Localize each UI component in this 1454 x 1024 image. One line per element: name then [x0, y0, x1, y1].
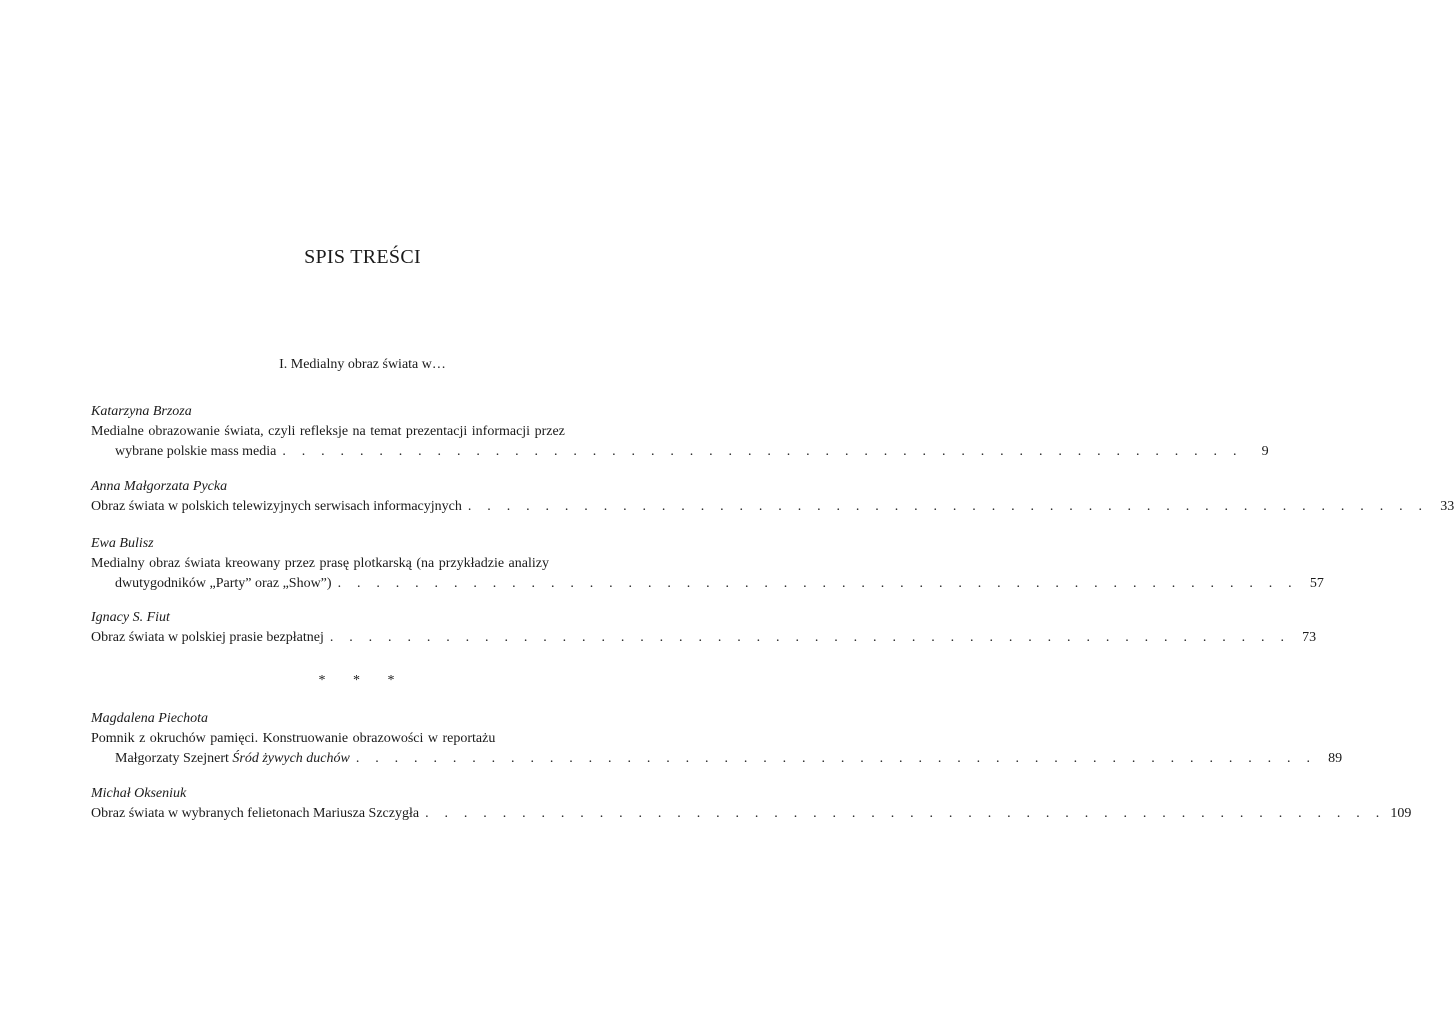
entry-author: Magdalena Piechota [91, 711, 209, 726]
page-title: SPIS TREŚCI [304, 246, 421, 268]
entry-title-line: Medialne obrazowanie świata, czyli refleksje na temat prezentacji informacji przez [91, 424, 565, 439]
toc-entry [91, 402, 1269, 462]
entry-title-prefix: Małgorzaty Szejnert [115, 751, 233, 766]
entry-title-italic: Śród żywych duchów [232, 751, 350, 766]
toc-entry [91, 477, 1454, 517]
entry-title-text: dwutygodników „Party” oraz „Show”) [115, 576, 332, 591]
leader-dots: . . . . . . . . . . . . . . . . . . . . . . . . . . . . . . . . . . . . . . . . . . . . . . . . . . [337, 576, 1298, 591]
entry-title-text: Obraz świata w wybranych felietonach Mariusza Szczygła [91, 806, 420, 821]
toc-entry [91, 608, 1317, 648]
entry-title-line [91, 804, 1412, 824]
entry-title-text: Obraz świata w polskiej prasie bezpłatnej [91, 630, 324, 645]
leader-dots: . . . . . . . . . . . . . . . . . . . . . . . . . . . . . . . . . . . . . . . . . . . . . . . . . . [329, 630, 1291, 645]
entry-author: Katarzyna Brzoza [91, 404, 192, 419]
entry-page-number: 33 [1440, 499, 1454, 514]
entry-title-line: Pomnik z okruchów pamięci. Konstruowanie obrazowości w reportażu [91, 731, 496, 746]
section-heading: I. Medialny obraz świata w… [279, 357, 446, 372]
entry-page-number: 89 [1328, 751, 1343, 766]
toc-entry [91, 709, 1343, 769]
entry-title-text: Obraz świata w polskich telewizyjnych serwisach informacyjnych [91, 499, 462, 514]
section-separator: * * * [318, 673, 407, 688]
entry-page-number: 109 [1390, 806, 1412, 821]
entry-page-number: 73 [1302, 630, 1317, 645]
entry-title-line [91, 497, 1454, 517]
leader-dots: . . . . . . . . . . . . . . . . . . . . . . . . . . . . . . . . . . . . . . . . . . . . . . . . . . [425, 806, 1386, 821]
entry-author: Anna Małgorzata Pycka [91, 479, 228, 494]
entry-title-line-continued [91, 749, 1343, 769]
entry-title-line: Medialny obraz świata kreowany przez prasę plotkarską (na przykładzie analizy [91, 556, 549, 571]
toc-entry [91, 784, 1412, 824]
entry-title-line-continued [91, 574, 1324, 594]
entry-author: Michał Okseniuk [91, 786, 187, 801]
entry-title-text: wybrane polskie mass media [115, 444, 277, 459]
entry-author: Ewa Bulisz [91, 536, 154, 551]
entry-page-number: 57 [1309, 576, 1324, 591]
leader-dots: . . . . . . . . . . . . . . . . . . . . . . . . . . . . . . . . . . . . . . . . . . . . . . . . . . [355, 751, 1317, 766]
entry-title-line-continued [91, 442, 1269, 462]
toc-entry [91, 534, 1324, 594]
leader-dots: . . . . . . . . . . . . . . . . . . . . . . . . . . . . . . . . . . . . . . . . . . . . . . . . . . [282, 444, 1243, 459]
entry-page-number: 9 [1261, 444, 1269, 459]
entry-title-line [91, 628, 1317, 648]
leader-dots: . . . . . . . . . . . . . . . . . . . . . . . . . . . . . . . . . . . . . . . . . . . . . . . . . . [467, 499, 1429, 514]
entry-title-text [115, 749, 350, 769]
entry-author: Ignacy S. Fiut [91, 610, 170, 625]
